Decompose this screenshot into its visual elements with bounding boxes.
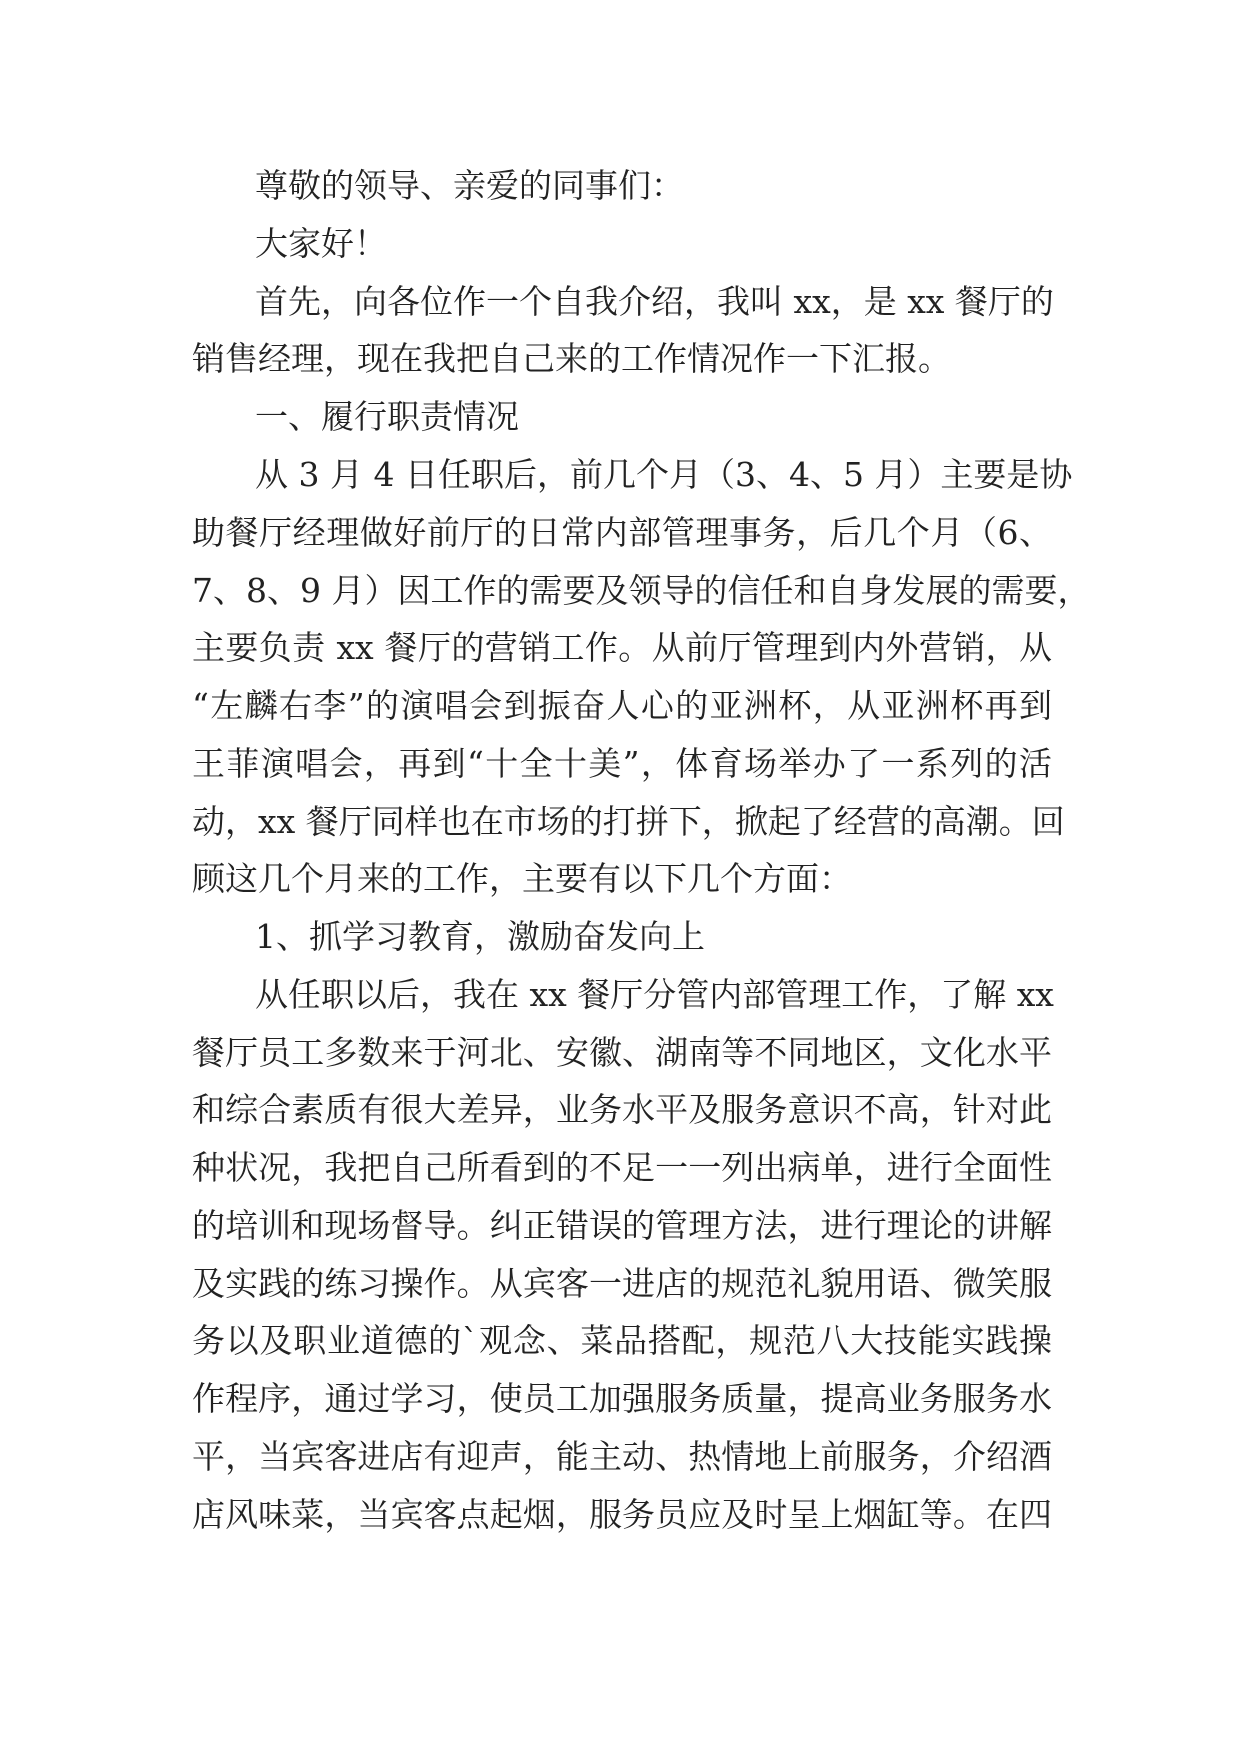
duties-line-3: 7、8、9 月）因工作的需要及领导的信任和自身发展的需要， <box>192 571 1091 610</box>
learning-line-9: 平，当宾客进店有迎声，能主动、热情地上前服务，介绍酒 <box>192 1437 1052 1476</box>
duties-line-1: 从 3 月 4 日任职后，前几个月（3、4、5 月）主要是协 <box>255 455 1073 494</box>
learning-line-10: 店风味菜，当宾客点起烟，服务员应及时呈上烟缸等。在四 <box>192 1495 1052 1534</box>
intro-line-2: 销售经理，现在我把自己来的工作情况作一下汇报。 <box>192 339 951 378</box>
learning-line-5: 的培训和现场督导。纠正错误的管理方法，进行理论的讲解 <box>192 1206 1052 1245</box>
duties-line-8: 顾这几个月来的工作，主要有以下几个方面： <box>192 859 852 898</box>
duties-line-7: 动，xx 餐厅同样也在市场的打拼下，掀起了经营的高潮。回 <box>192 802 1065 841</box>
learning-line-7: 务以及职业道德的`观念、菜品搭配，规范八大技能实践操 <box>192 1321 1052 1360</box>
learning-line-1: 从任职以后，我在 xx 餐厅分管内部管理工作，了解 xx <box>255 975 1054 1014</box>
learning-line-8: 作程序，通过学习，使员工加强服务质量，提高业务服务水 <box>192 1379 1052 1418</box>
learning-line-2: 餐厅员工多数来于河北、安徽、湖南等不同地区，文化水平 <box>192 1033 1052 1072</box>
intro-line-1: 首先，向各位作一个自我介绍，我叫 xx，是 xx 餐厅的 <box>255 282 1054 321</box>
greeting: 大家好！ <box>255 224 387 263</box>
learning-line-6: 及实践的练习操作。从宾客一进店的规范礼貌用语、微笑服 <box>192 1264 1052 1303</box>
duties-line-5: “左麟右李”的演唱会到振奋人心的亚洲杯，从亚洲杯再到 <box>192 686 1052 725</box>
learning-line-3: 和综合素质有很大差异，业务水平及服务意识不高，针对此 <box>192 1090 1052 1129</box>
learning-line-4: 种状况，我把自己所看到的不足一一列出病单，进行全面性 <box>192 1148 1052 1187</box>
duties-line-6: 王菲演唱会，再到“十全十美”，体育场举办了一系列的活 <box>192 744 1052 783</box>
duties-line-4: 主要负责 xx 餐厅的营销工作。从前厅管理到内外营销，从 <box>192 628 1052 667</box>
salutation: 尊敬的领导、亲爱的同事们： <box>255 166 684 205</box>
subheading-learning: 1、抓学习教育，激励奋发向上 <box>255 917 705 956</box>
duties-line-2: 助餐厅经理做好前厅的日常内部管理事务，后几个月（6、 <box>192 513 1052 552</box>
section-heading-duties: 一、履行职责情况 <box>255 397 519 436</box>
